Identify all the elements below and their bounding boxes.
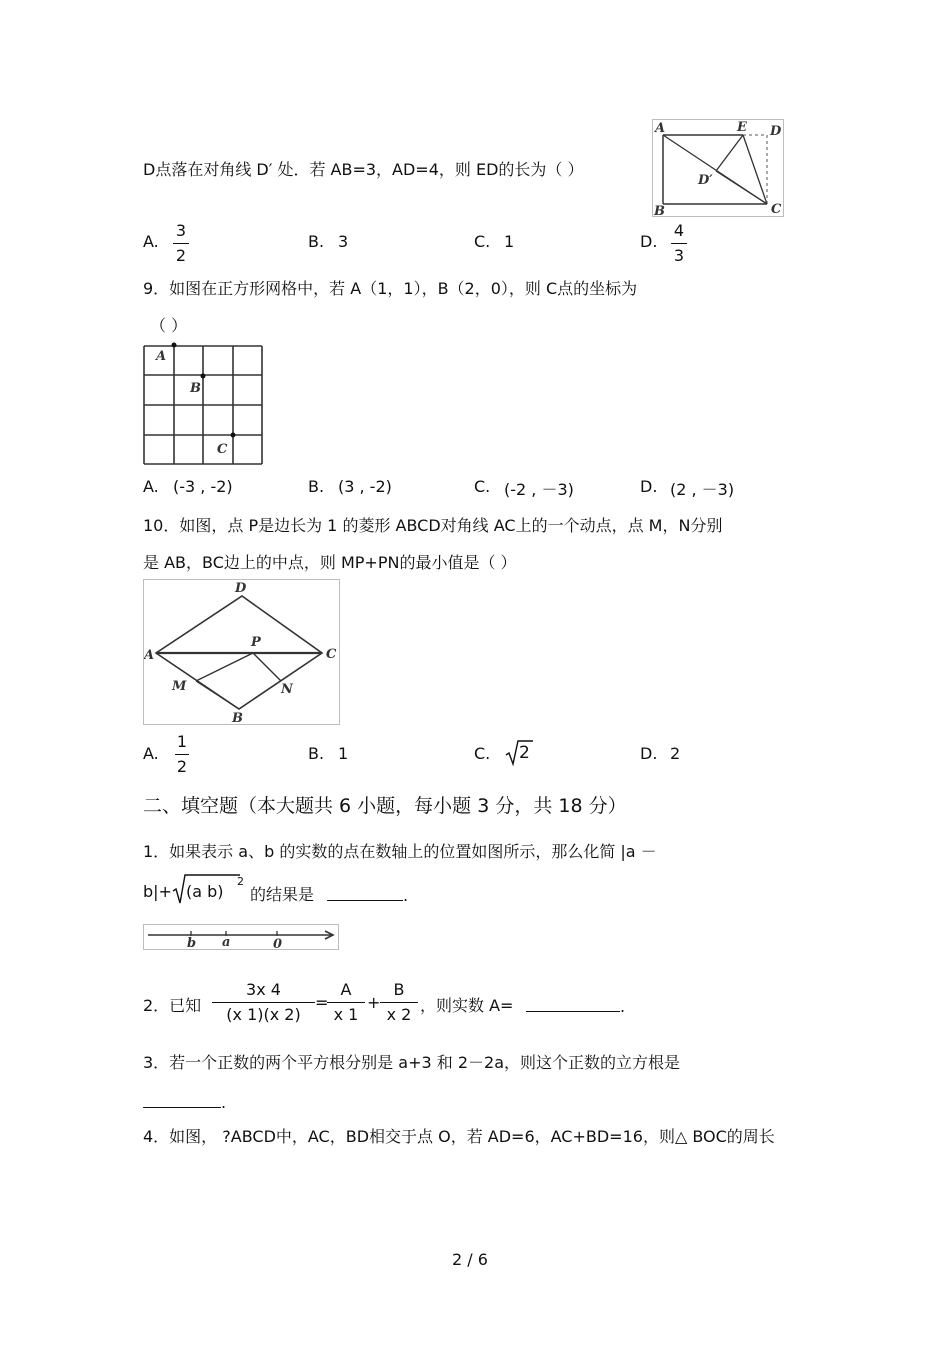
f3-end-period: . <box>221 1093 227 1112</box>
q9-choice-b-text: (3 , -2) <box>338 477 392 496</box>
q10-choice-a-key: A. <box>143 744 159 763</box>
f4-stem: 4．如图， ?ABCD中，AC，BD相交于点 O，若 AD=6，AC+BD=16，则△ BOC的周长 <box>143 1127 775 1146</box>
q9-label-a: A <box>156 349 167 364</box>
fraction-bar <box>671 243 687 244</box>
q10-choice-c-key: C. <box>474 744 491 763</box>
q9-choice-a-key: A. <box>143 477 159 496</box>
q8-choice-d-denominator: 3 <box>673 246 685 265</box>
q10-choice-b-key: B. <box>308 744 325 763</box>
f2-prefix: 2．已知 <box>143 996 202 1015</box>
section-title: 二、填空题（本大题共 6 小题，每小题 3 分，共 18 分） <box>143 795 627 817</box>
f1-radicand: (a b) <box>186 882 224 901</box>
q10-label-n: N <box>281 682 293 697</box>
f1-prefix: b|+ <box>143 882 172 901</box>
f2-term2-denominator: x 2 <box>386 1005 412 1024</box>
fraction-bar <box>173 243 189 244</box>
f1-end-period: . <box>403 886 409 905</box>
q10-choice-d-text: 2 <box>670 744 681 763</box>
q10-label-p: P <box>251 635 261 650</box>
f2-answer-blank[interactable] <box>526 993 625 1016</box>
q10-choice-a-denominator: 2 <box>176 757 188 776</box>
q9-grid-figure <box>140 340 268 470</box>
q9-choice-d-text: (2 , －3) <box>670 480 735 499</box>
q8-choice-c-text: 1 <box>504 232 515 251</box>
q10-choice-b-text: 1 <box>338 744 349 763</box>
q9-paren: （ ） <box>150 316 188 335</box>
q8-label-d: D <box>770 124 782 139</box>
q9-choice-c-text: (-2 , －3) <box>504 480 574 499</box>
page-number: 2 / 6 <box>452 1250 488 1269</box>
q10-label-d: D <box>235 581 247 596</box>
q10-label-c: C <box>326 647 337 662</box>
q8-choice-a-numerator: 3 <box>175 221 187 240</box>
f3-answer-blank[interactable] <box>143 1089 226 1112</box>
q10-label-a: A <box>144 648 155 663</box>
fraction-bar <box>212 1002 315 1003</box>
q8-choice-a-fraction <box>173 222 189 265</box>
f1-sqrt-expression <box>172 872 248 906</box>
f2-lhs-denominator: (x 1)(x 2) <box>226 1005 301 1024</box>
f2-equals: = <box>315 993 329 1012</box>
q8-choice-d-key: D. <box>640 232 658 251</box>
q9-point-a <box>172 343 177 348</box>
q10-rhombus-figure <box>143 579 340 725</box>
f1-exponent: 2 <box>237 875 244 888</box>
q10-choice-a-fraction <box>175 733 189 776</box>
q10-label-m: M <box>172 679 187 694</box>
f1-number-line <box>143 924 339 950</box>
q9-stem: 9．如图在正方形网格中，若 A（1，1），B（2，0），则 C点的坐标为 <box>143 279 638 298</box>
f2-term2-fraction <box>380 981 418 1024</box>
q8-choice-d-numerator: 4 <box>673 221 685 240</box>
q10-choice-c-radicand: 2 <box>519 743 530 763</box>
f1-stem-line1: 1．如果表示 a、b 的实数的点在数轴上的位置如图所示，那么化简 |a － <box>143 842 657 861</box>
q8-label-c: C <box>771 202 782 216</box>
q10-label-b: B <box>232 711 243 724</box>
f3-stem: 3．若一个正数的两个平方根分别是 a+3 和 2－2a，则这个正数的立方根是 <box>143 1053 680 1072</box>
q10-stem-line1: 10．如图，点 P是边长为 1 的菱形 ABCD对角线 AC上的一个动点，点 M，N分别 <box>143 516 723 535</box>
q8-label-b: B <box>654 204 665 216</box>
f2-end-period: . <box>620 997 626 1016</box>
q9-choice-a-text: (-3 , -2) <box>173 477 233 496</box>
f2-term1-numerator: A <box>340 980 352 999</box>
q8-choice-d-fraction <box>671 222 687 265</box>
q8-rectangle-figure <box>652 119 784 217</box>
f1-axis-label-b: b <box>187 936 197 949</box>
f2-suffix: ，则实数 A= <box>420 996 514 1015</box>
q9-point-c <box>231 433 236 438</box>
f2-lhs-fraction <box>212 981 315 1024</box>
fraction-bar <box>380 1002 418 1003</box>
q9-label-c: C <box>217 442 228 457</box>
f1-axis-label-zero: 0 <box>273 937 283 949</box>
q8-label-d-prime: D′ <box>698 173 713 188</box>
f1-answer-blank[interactable] <box>327 882 408 905</box>
q10-stem-line2: 是 AB，BC边上的中点，则 MP+PN的最小值是（ ） <box>143 553 517 572</box>
q9-choice-c-key: C. <box>474 477 491 496</box>
q10-choice-c-sqrt <box>504 738 534 768</box>
f2-plus: + <box>367 993 381 1012</box>
f2-term1-denominator: x 1 <box>333 1005 359 1024</box>
f2-lhs-numerator: 3x 4 <box>246 980 281 999</box>
q8-choice-a-key: A. <box>143 232 159 251</box>
f1-suffix: 的结果是 <box>250 885 315 904</box>
fraction-bar <box>175 754 189 755</box>
fraction-bar <box>327 1002 365 1003</box>
q8-choice-b-text: 3 <box>338 232 349 251</box>
q9-point-b <box>201 374 206 379</box>
q9-choice-b-key: B. <box>308 477 325 496</box>
q10-choice-d-key: D. <box>640 744 658 763</box>
f1-axis-label-a: a <box>222 935 231 949</box>
q8-choice-a-denominator: 2 <box>175 246 187 265</box>
q10-choice-a-numerator: 1 <box>176 732 188 751</box>
q8-choice-c-key: C. <box>474 232 491 251</box>
q9-label-b: B <box>190 381 201 396</box>
q8-stem: D点落在对角线 D′ 处．若 AB=3，AD=4，则 ED的长为（ ） <box>143 160 584 179</box>
q8-choice-b-key: B. <box>308 232 325 251</box>
q9-choice-d-key: D. <box>640 477 658 496</box>
f2-term1-fraction <box>327 981 365 1024</box>
q8-label-e: E <box>737 120 747 135</box>
q8-label-a: A <box>655 121 666 136</box>
f2-term2-numerator: B <box>393 980 405 999</box>
